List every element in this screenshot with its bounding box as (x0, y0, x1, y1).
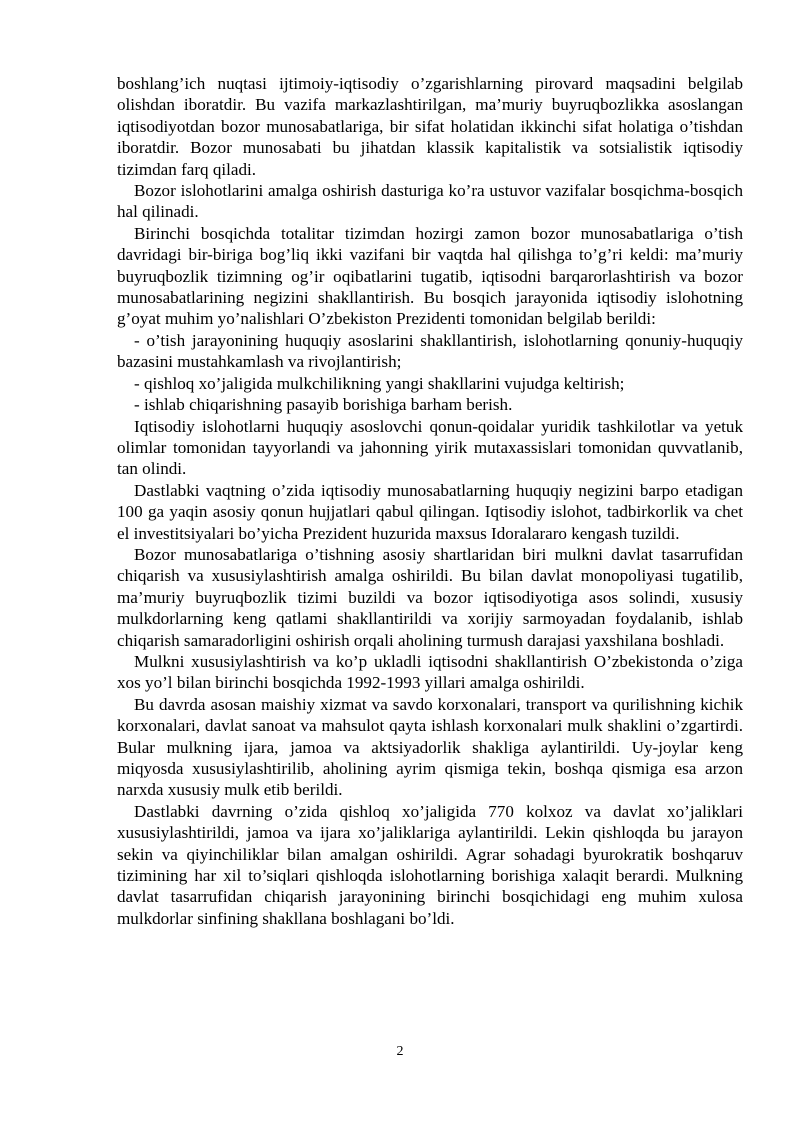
list-item: - ishlab chiqarishning pasayib borishiga barham berish. (134, 395, 513, 415)
paragraph: Dastlabki davrning o’zida qishloq xo’jaligida 770 kolxoz va davlat xo’jaliklari xususiylashtirildi, jamoa va ijara xo’jaliklariga aylantirildi. Lekin qishloqda bu jarayon sekin va qiyinchiliklar bilan amalgan oshirildi. Agrar sohadagi byurokratik boshqaruv tizimining har xil to’siqlari qishloqda islohotlarning borishiga xalaqit berardi. Mulkning davlat tasarrufidan chiqarish jarayonining birinchi bosqichidagi eng muhim xulosa mulkdorlar sinfining shakllana boshlagani bo’ldi. (117, 801, 743, 928)
page-number: 2 (396, 1044, 404, 1059)
list-item: - qishloq xo’jaligida mulkchilikning yangi shakllarini vujudga keltirish; (134, 373, 625, 393)
paragraph: Dastlabki vaqtning o’zida iqtisodiy munosabatlarning huquqiy negizini barpo etadigan 100 ga yaqin asosiy qonun hujjatlari qabul qilingan. Iqtisodiy islohot, tadbirkorlik va chet el investitsiyalari bo’yicha Prezident huzurida maxsus Idoralararo kengash tuzildi. (117, 480, 743, 543)
document-body (117, 73, 743, 929)
paragraph: Iqtisodiy islohotlarni huquqiy asoslovchi qonun-qoidalar yuridik tashkilotlar va yetuk olimlar tomonidan tayyorlandi va jahonning yirik mutaxassislari tomonidan quvvatlanib, tan olindi. (117, 416, 743, 479)
paragraph: Birinchi bosqichda totalitar tizimdan hozirgi zamon bozor munosabatlariga o’tish davridagi bir-biriga bog’liq ikki vazifani bir vaqtda hal qilishga to’g’ri keldi: ma’muriy buyruqbozlik tizimning og’ir oqibatlarini tugatib, iqtisodni barqarorlashtirish va bozor munosabatlarining negizini shakllantirish. Bu bosqich jarayonida iqtisodiy islohotning g’oyat muhim yo’nalishlari O’zbekiston Prezidenti tomonidan belgilab berildi: (117, 223, 743, 329)
paragraph: Mulkni xususiylashtirish va ko’p ukladli iqtisodni shakllantirish O’zbekistonda o’ziga xos yo’l bilan birinchi bosqichda 1992-1993 yillari amalga oshirildi. (117, 651, 743, 693)
paragraph-continuation: boshlang’ich nuqtasi ijtimoiy-iqtisodiy o’zgarishlarning pirovard maqsadini belgilab olishdan iboratdir. Bu vazifa markazlashtirilgan, ma’muriy buyruqbozlikka asoslangan iqtisodiyotdan bozor munosabatlariga, bir sifat holatidan ikkinchi sifat holatiga o’tishdan iboratdir. Bozor munosabati bu jihatdan klassik kapitalistik va sotsialistik iqtisodiy tizimdan farq qiladi. (117, 74, 743, 179)
paragraph: Bozor munosabatlariga o’tishning asosiy shartlaridan biri mulkni davlat tasarrufidan chiqarish va xususiylashtirish amalga oshirildi. Bu bilan davlat monopoliyasi tugatilib, ma’muriy buyruqbozlik tizimi buzildi va bozor iqtisodiyotiga asos solindi, xususiy mulkdorlarning keng qatlami shakllantirildi va xorijiy sarmoyadan foydalanib, ishlab chiqarish samaradorligini oshirish orqali aholining turmush darajasi yaxshilana boshladi. (117, 544, 743, 650)
list-item: - o’tish jarayonining huquqiy asoslarini shakllantirish, islohotlarning qonuniy-huquqiy bazasini mustahkamlash va rivojlantirish; (117, 330, 743, 372)
paragraph: Bozor islohotlarini amalga oshirish dasturiga ko’ra ustuvor vazifalar bosqichma-bosqich hal qilinadi. (117, 181, 743, 222)
paragraph: Bu davrda asosan maishiy xizmat va savdo korxonalari, transport va qurilishning kichik korxonalari, davlat sanoat va mahsulot qayta ishlash korxonalari mulk shaklini o’zgartirdi. Bular mulkning ijara, jamoa va aktsiyadorlik shakliga aylantirildi. Uy-joylar keng miqyosda xususiylashtirilib, aholining ayrim qismiga tekin, boshqa qismiga esa arzon narxda xususiy mulk etib berildi. (117, 694, 743, 800)
